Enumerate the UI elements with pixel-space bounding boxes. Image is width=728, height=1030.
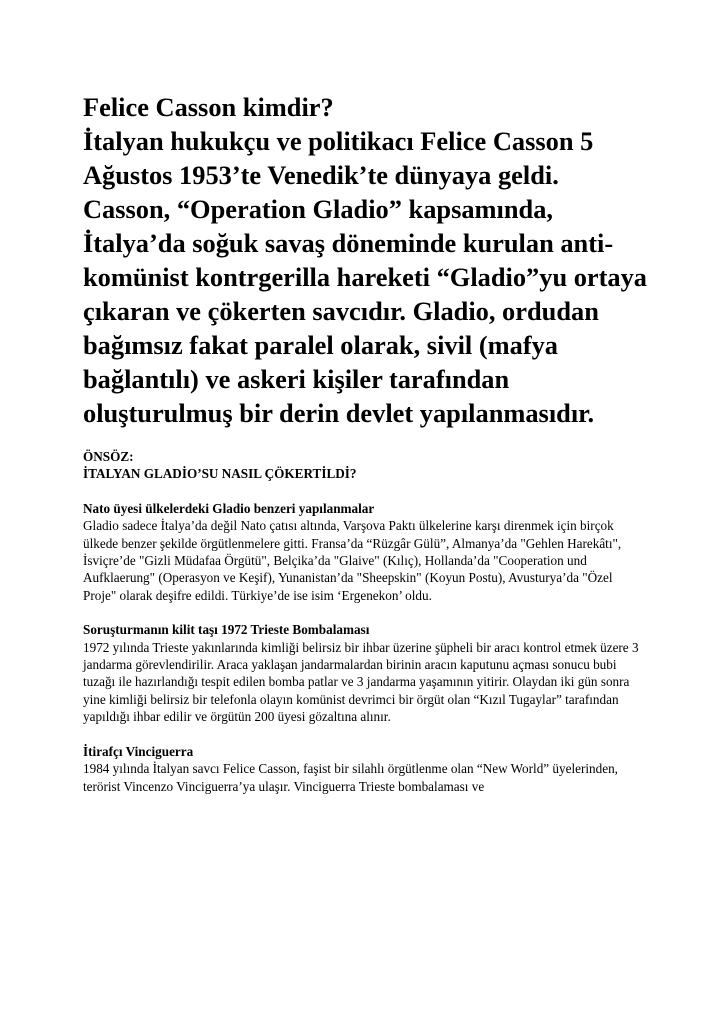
section-vinciguerra (83, 743, 648, 795)
section-text: Gladio sadece İtalya’da değil Nato çatısı altında, Varşova Paktı ülkelerine karşı direnmek için birçok ülkede benzer şekilde örgütlenmelere gitti. Fransa’da “Rüzgâr Gülü”, Almanya’da "Gehlen Harekâtı", İsviçre’de "Gizli Müdafaa Örgütü", Belçika’da "Glaive" (Kılıç), Hollanda’da "Cooperation und Aufklaerung" (Operasyon ve Keşif), Yunanistan’da "Sheepskin" (Koyun Postu), Avusturya’da "Özel Proje" olarak deşifre edildi. Türkiye’de ise isim ‘Ergenekon’ oldu. (83, 518, 622, 603)
section-text: 1984 yılında İtalyan savcı Felice Casson, faşist bir silahlı örgütlenme olan “New World” üyelerinden, terörist Vincenzo Vinciguerra’ya ulaşır. Vinciguerra Trieste bombalaması ve (83, 761, 618, 794)
document-page (83, 90, 648, 795)
section-nato (83, 500, 648, 604)
section-text: 1972 yılında Trieste yakınlarında kimliği belirsiz bir ihbar üzerine şüpheli bir aracı kontrol etmek üzere 3 jandarma görevlendirilir. Araca yaklaşan jandarmalardan birinin aracın kaputunu açması sonucu bubi tuzağı ile hazırlandığı tespit edilen bomba patlar ve 3 jandarma yaşamının yitirir. Olaydan iki gün sonra yine kimliği belirsiz bir telefonla olayın komünist devrimci bir örgüt olan “Kızıl Tugaylar” tarafından yapıldığı ihbar edilir ve örgütün 200 üyesi gözaltına alınır. (83, 639, 639, 725)
section-heading: İtirafçı Vinciguerra (83, 743, 194, 759)
document-title: Felice Casson kimdir? (83, 92, 334, 122)
preface-label: ÖNSÖZ: (83, 449, 134, 464)
headline-block (83, 90, 648, 430)
intro-paragraph: İtalyan hukukçu ve politikacı Felice Casson 5 Ağustos 1953’te Venedik’te dünyaya geldi. Casson, “Operation Gladio” kapsamında, İtalya’da soğuk savaş döneminde kurulan anti-komünist kontrgerilla hareketi “Gladio”yu ortaya çıkaran ve çökerten savcıdır. Gladio, ordudan bağımsız fakat paralel olarak, sivil (mafya bağlantılı) ve askeri kişiler tarafından oluşturulmuş bir derin devlet yapılanmasıdır. (83, 126, 647, 428)
section-trieste (83, 621, 648, 725)
section-heading: Soruşturmanın kilit taşı 1972 Trieste Bombalaması (83, 622, 370, 638)
section-heading: Nato üyesi ülkelerdeki Gladio benzeri yapılanmalar (83, 500, 375, 516)
preface-block (83, 448, 648, 483)
preface-title: İTALYAN GLADİO’SU NASIL ÇÖKERTİLDİ? (83, 466, 357, 482)
